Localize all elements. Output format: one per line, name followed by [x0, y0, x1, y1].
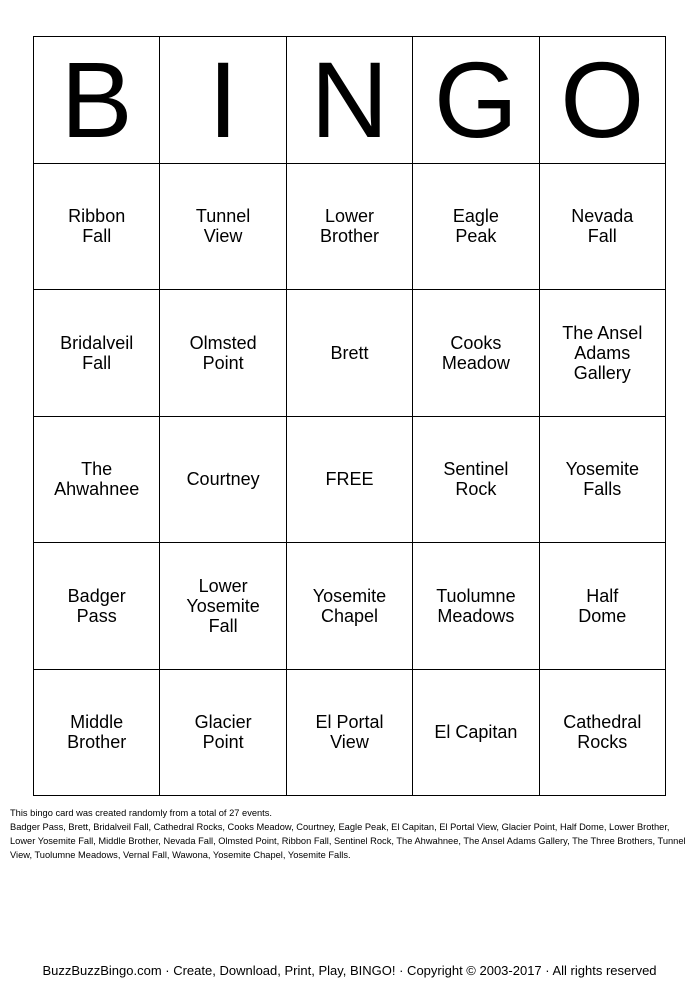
bingo-square: Tuolumne Meadows [413, 543, 539, 670]
free-square: FREE [287, 417, 413, 544]
bingo-square: Courtney [160, 417, 286, 544]
bingo-square: Brett [287, 290, 413, 417]
bingo-square: Yosemite Falls [540, 417, 666, 544]
footer-copyright: BuzzBuzzBingo.com · Create, Download, Print, Play, BINGO! · Copyright © 2003-2017 · All rights reserved [42, 963, 657, 978]
bingo-square: Sentinel Rock [413, 417, 539, 544]
bingo-square: Badger Pass [34, 543, 160, 670]
bingo-square: El Portal View [287, 670, 413, 797]
header-letter-i: I [160, 37, 286, 164]
bingo-square: Cooks Meadow [413, 290, 539, 417]
bingo-square: Half Dome [540, 543, 666, 670]
bingo-square: Nevada Fall [540, 164, 666, 291]
card-notes [10, 806, 695, 862]
bingo-square: The Ansel Adams Gallery [540, 290, 666, 417]
bingo-square: Tunnel View [160, 164, 286, 291]
bingo-card [33, 36, 666, 796]
bingo-square: Eagle Peak [413, 164, 539, 291]
bingo-square: Glacier Point [160, 670, 286, 797]
bingo-square: Ribbon Fall [34, 164, 160, 291]
bingo-square: The Ahwahnee [34, 417, 160, 544]
bingo-square: Olmsted Point [160, 290, 286, 417]
bingo-square: Lower Yosemite Fall [160, 543, 286, 670]
bingo-square: El Capitan [413, 670, 539, 797]
bingo-square: Middle Brother [34, 670, 160, 797]
header-letter-b: B [34, 37, 160, 164]
notes-intro: This bingo card was created randomly from a total of 27 events. [10, 808, 272, 818]
header-letter-n: N [287, 37, 413, 164]
header-letter-g: G [413, 37, 539, 164]
bingo-square: Bridalveil Fall [34, 290, 160, 417]
bingo-square: Lower Brother [287, 164, 413, 291]
bingo-square: Cathedral Rocks [540, 670, 666, 797]
notes-event-list: Badger Pass, Brett, Bridalveil Fall, Cathedral Rocks, Cooks Meadow, Courtney, Eagle Peak, El Capitan, El Portal View, Glacier Point, Half Dome, Lower Brother, Lower Yosemite Fall, Middle Brother, Nevada Fall, Olmsted Point, Ribbon Fall, Sentinel Rock, The Ahwahnee, The Ansel Adams Gallery, The Three Brothers, Tunnel View, Tuolumne Meadows, Vernal Fall, Wawona, Yosemite Chapel, Yosemite Falls. [10, 822, 686, 860]
bingo-square: Yosemite Chapel [287, 543, 413, 670]
header-letter-o: O [540, 37, 666, 164]
